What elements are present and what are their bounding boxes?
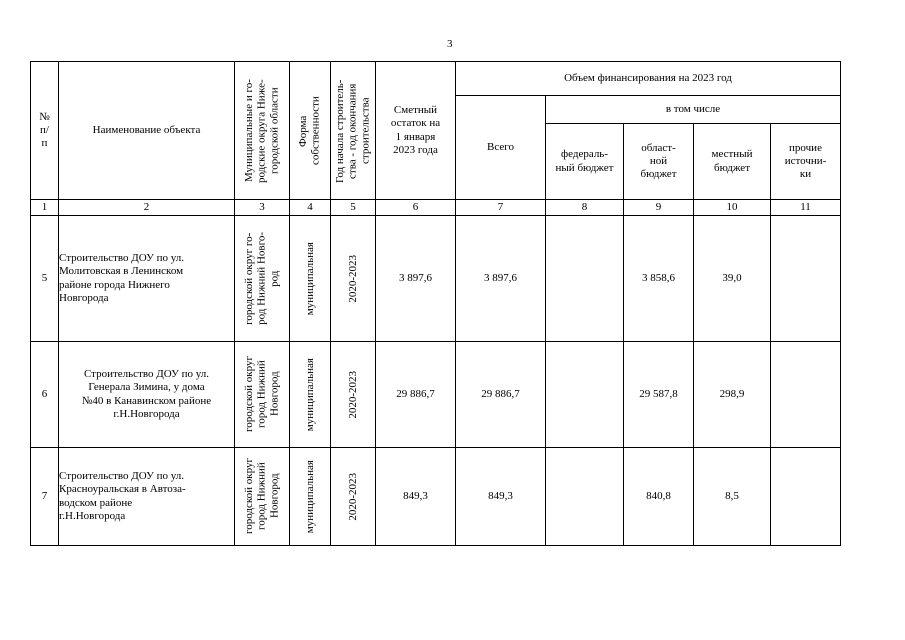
column-number: 7	[456, 200, 546, 216]
header-row-1	[31, 62, 841, 96]
years-cell	[331, 342, 376, 448]
column-number: 2	[59, 200, 235, 216]
header-col-municipal	[235, 62, 290, 200]
regional-cell: 3 858,6	[624, 216, 694, 342]
column-number: 1	[31, 200, 59, 216]
header-col-regional: област- ной бюджет	[624, 124, 694, 200]
table-row	[31, 216, 841, 342]
header-col-local: местный бюджет	[694, 124, 771, 200]
federal-cell	[546, 216, 624, 342]
column-number: 4	[290, 200, 331, 216]
municipal-cell	[235, 448, 290, 546]
years-cell	[331, 216, 376, 342]
column-number: 6	[376, 200, 456, 216]
header-including: в том числе	[546, 96, 841, 124]
ownership-text: муниципальная	[303, 459, 316, 534]
column-number: 11	[771, 200, 841, 216]
object-name: Строительство ДОУ по ул. Молитовская в Ленинском районе города Нижнего Новгорода	[59, 216, 235, 342]
local-cell: 39,0	[694, 216, 771, 342]
federal-cell	[546, 342, 624, 448]
header-col-ownership	[290, 62, 331, 200]
header-col-name: Наименование объекта	[59, 62, 235, 200]
regional-cell: 840,8	[624, 448, 694, 546]
total-cell: 849,3	[456, 448, 546, 546]
other-cell	[771, 448, 841, 546]
ownership-cell	[290, 448, 331, 546]
financing-table	[30, 61, 841, 546]
object-name: Строительство ДОУ по ул. Красноуральская в Автоза- водском районе г.Н.Новгорода	[59, 448, 235, 546]
regional-cell: 29 587,8	[624, 342, 694, 448]
balance-cell: 3 897,6	[376, 216, 456, 342]
ownership-text: муниципальная	[303, 241, 316, 316]
years-cell	[331, 448, 376, 546]
header-col-no: № п/ п	[31, 62, 59, 200]
municipal-text: городской округ город Нижний Новгород	[243, 458, 281, 535]
municipal-text: городской округ город Нижний Новгород	[243, 356, 281, 433]
column-number: 9	[624, 200, 694, 216]
local-cell: 8,5	[694, 448, 771, 546]
column-number: 3	[235, 200, 290, 216]
years-text: 2020-2023	[346, 472, 359, 521]
federal-cell	[546, 448, 624, 546]
header-col-ownership-text: Форма собственности	[297, 96, 322, 165]
balance-cell: 29 886,7	[376, 342, 456, 448]
other-cell	[771, 216, 841, 342]
row-no: 7	[31, 448, 59, 546]
ownership-cell	[290, 342, 331, 448]
years-text: 2020-2023	[346, 370, 359, 419]
column-number: 10	[694, 200, 771, 216]
header-col-other: прочие источни- ки	[771, 124, 841, 200]
ownership-cell	[290, 216, 331, 342]
table-row	[31, 342, 841, 448]
other-cell	[771, 342, 841, 448]
header-col-municipal-text: Муниципальные и го- родские округа Ниже- городской области	[243, 78, 281, 183]
header-col-total: Всего	[456, 96, 546, 200]
years-text: 2020-2023	[346, 254, 359, 303]
municipal-text: городской округ го- род Нижний Новго- род	[243, 232, 281, 325]
total-cell: 29 886,7	[456, 342, 546, 448]
column-number-row	[31, 200, 841, 216]
balance-cell: 849,3	[376, 448, 456, 546]
municipal-cell	[235, 342, 290, 448]
row-no: 6	[31, 342, 59, 448]
object-name: Строительство ДОУ по ул. Генерала Зимина, у дома №40 в Канавинском районе г.Н.Новгорода	[59, 342, 235, 448]
column-number: 8	[546, 200, 624, 216]
header-col-federal: федераль- ный бюджет	[546, 124, 624, 200]
column-number: 5	[331, 200, 376, 216]
page-number: 3	[447, 38, 453, 50]
total-cell: 3 897,6	[456, 216, 546, 342]
municipal-cell	[235, 216, 290, 342]
row-no: 5	[31, 216, 59, 342]
ownership-text: муниципальная	[303, 357, 316, 432]
table-row	[31, 448, 841, 546]
header-funding-group: Объем финансирования на 2023 год	[456, 62, 841, 96]
local-cell: 298,9	[694, 342, 771, 448]
header-col-years	[331, 62, 376, 200]
header-col-years-text: Год начала строитель- ства - год окончания строительства	[334, 78, 372, 183]
header-col-balance: Сметный остаток на 1 января 2023 года	[376, 62, 456, 200]
